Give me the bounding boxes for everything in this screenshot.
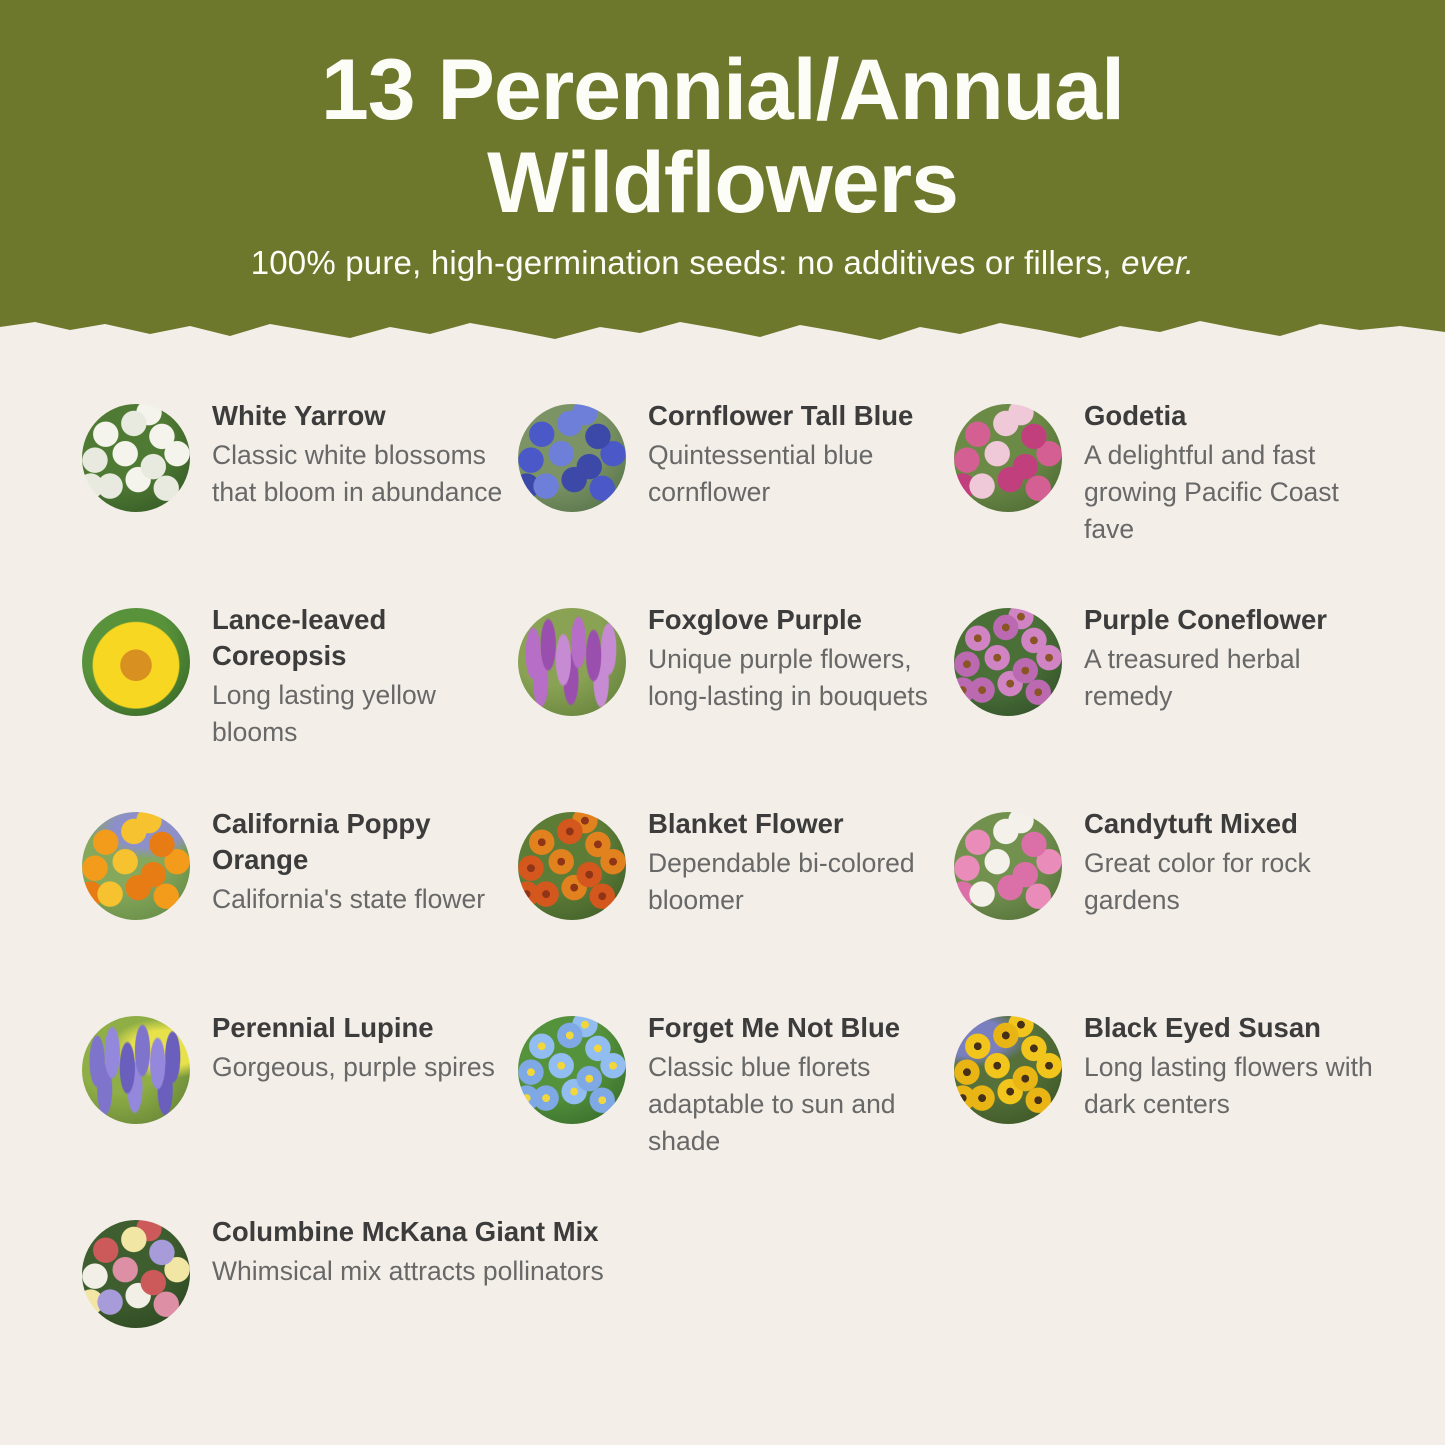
flower-description: A treasured herbal remedy xyxy=(1084,643,1301,711)
flower-entry-blanket-flower xyxy=(518,804,954,1008)
flower-description: Quintessential blue cornflower xyxy=(648,439,874,507)
flower-name: Lance-leaved Coreopsis xyxy=(212,604,387,671)
forget-me-not-blue-photo xyxy=(518,1016,626,1124)
flower-description: Dependable bi-colored bloomer xyxy=(648,847,915,915)
flower-entry-columbine-mckana-giant-mix xyxy=(82,1212,1445,1328)
flower-entry-black-eyed-susan xyxy=(954,1008,1445,1212)
flower-name: Blanket Flower xyxy=(648,808,844,839)
subtitle-emphasis: ever. xyxy=(1121,243,1195,281)
flower-text xyxy=(212,804,518,918)
flower-text xyxy=(212,600,518,751)
flower-entry-california-poppy-orange xyxy=(82,804,518,1008)
title-line-1: 13 Perennial/Annual xyxy=(320,42,1125,138)
flower-description: Unique purple flowers, long-lasting in bouquets xyxy=(648,643,928,711)
perennial-lupine-photo xyxy=(82,1016,190,1124)
flower-text xyxy=(1084,1008,1392,1123)
flower-description: Classic blue florets adaptable to sun and shade xyxy=(648,1051,896,1156)
torn-paper-edge xyxy=(0,316,1445,342)
flower-entry-purple-coneflower xyxy=(954,600,1445,804)
cornflower-tall-blue-photo xyxy=(518,404,626,512)
flower-entry-white-yarrow xyxy=(82,396,518,600)
candytuft-mixed-photo xyxy=(954,812,1062,920)
flower-name: Foxglove Purple xyxy=(648,604,862,635)
flower-name: Godetia xyxy=(1084,400,1187,431)
godetia-photo xyxy=(954,404,1062,512)
flower-entry-cornflower-tall-blue xyxy=(518,396,954,600)
flower-name: Perennial Lupine xyxy=(212,1012,434,1043)
flower-description: Long lasting yellow blooms xyxy=(212,679,436,747)
subtitle-text: 100% pure, high-germination seeds: no additives or fillers, xyxy=(250,243,1122,281)
flower-text xyxy=(212,396,518,511)
title-line-2: Wildflowers xyxy=(487,134,958,231)
flower-entry-foxglove-purple xyxy=(518,600,954,804)
foxglove-purple-photo xyxy=(518,608,626,716)
flower-name: White Yarrow xyxy=(212,400,386,431)
flower-name: Purple Coneflower xyxy=(1084,604,1327,635)
flower-description: Great color for rock gardens xyxy=(1084,847,1311,915)
lance-leaved-coreopsis-photo xyxy=(82,608,190,716)
flower-text xyxy=(212,1212,604,1290)
flower-entry-lance-leaved-coreopsis xyxy=(82,600,518,804)
flower-name: Cornflower Tall Blue xyxy=(648,400,914,431)
white-yarrow-photo xyxy=(82,404,190,512)
blanket-flower-photo xyxy=(518,812,626,920)
flower-entry-candytuft-mixed xyxy=(954,804,1445,1008)
flower-name: California Poppy Orange xyxy=(212,808,431,875)
flower-entry-forget-me-not-blue xyxy=(518,1008,954,1212)
flower-text xyxy=(648,804,954,919)
flower-description: Whimsical mix attracts pollinators xyxy=(212,1255,604,1286)
flower-description: Gorgeous, purple spires xyxy=(212,1051,495,1082)
flower-text xyxy=(1084,396,1392,548)
flower-name: Columbine McKana Giant Mix xyxy=(212,1216,599,1247)
flower-text xyxy=(212,1008,518,1086)
columbine-mckana-giant-mix-photo xyxy=(82,1220,190,1328)
black-eyed-susan-photo xyxy=(954,1016,1062,1124)
flower-text xyxy=(648,396,954,511)
flower-description: California's state flower xyxy=(212,883,486,914)
flower-description: Classic white blossoms that bloom in abundance xyxy=(212,439,503,507)
flower-text xyxy=(1084,600,1392,715)
header-banner xyxy=(0,0,1445,316)
page-title xyxy=(0,0,1445,230)
flower-entry-perennial-lupine xyxy=(82,1008,518,1212)
flower-name: Candytuft Mixed xyxy=(1084,808,1298,839)
california-poppy-orange-photo xyxy=(82,812,190,920)
flower-entry-godetia xyxy=(954,396,1445,600)
flower-name: Forget Me Not Blue xyxy=(648,1012,901,1043)
flower-grid xyxy=(0,396,1445,1328)
flower-text xyxy=(1084,804,1392,919)
purple-coneflower-photo xyxy=(954,608,1062,716)
flower-name: Black Eyed Susan xyxy=(1084,1012,1321,1043)
page-subtitle xyxy=(0,244,1445,282)
flower-text xyxy=(648,600,954,715)
flower-description: Long lasting flowers with dark centers xyxy=(1084,1051,1373,1119)
flower-description: A delightful and fast growing Pacific Coast fave xyxy=(1084,439,1339,544)
flower-text xyxy=(648,1008,954,1160)
